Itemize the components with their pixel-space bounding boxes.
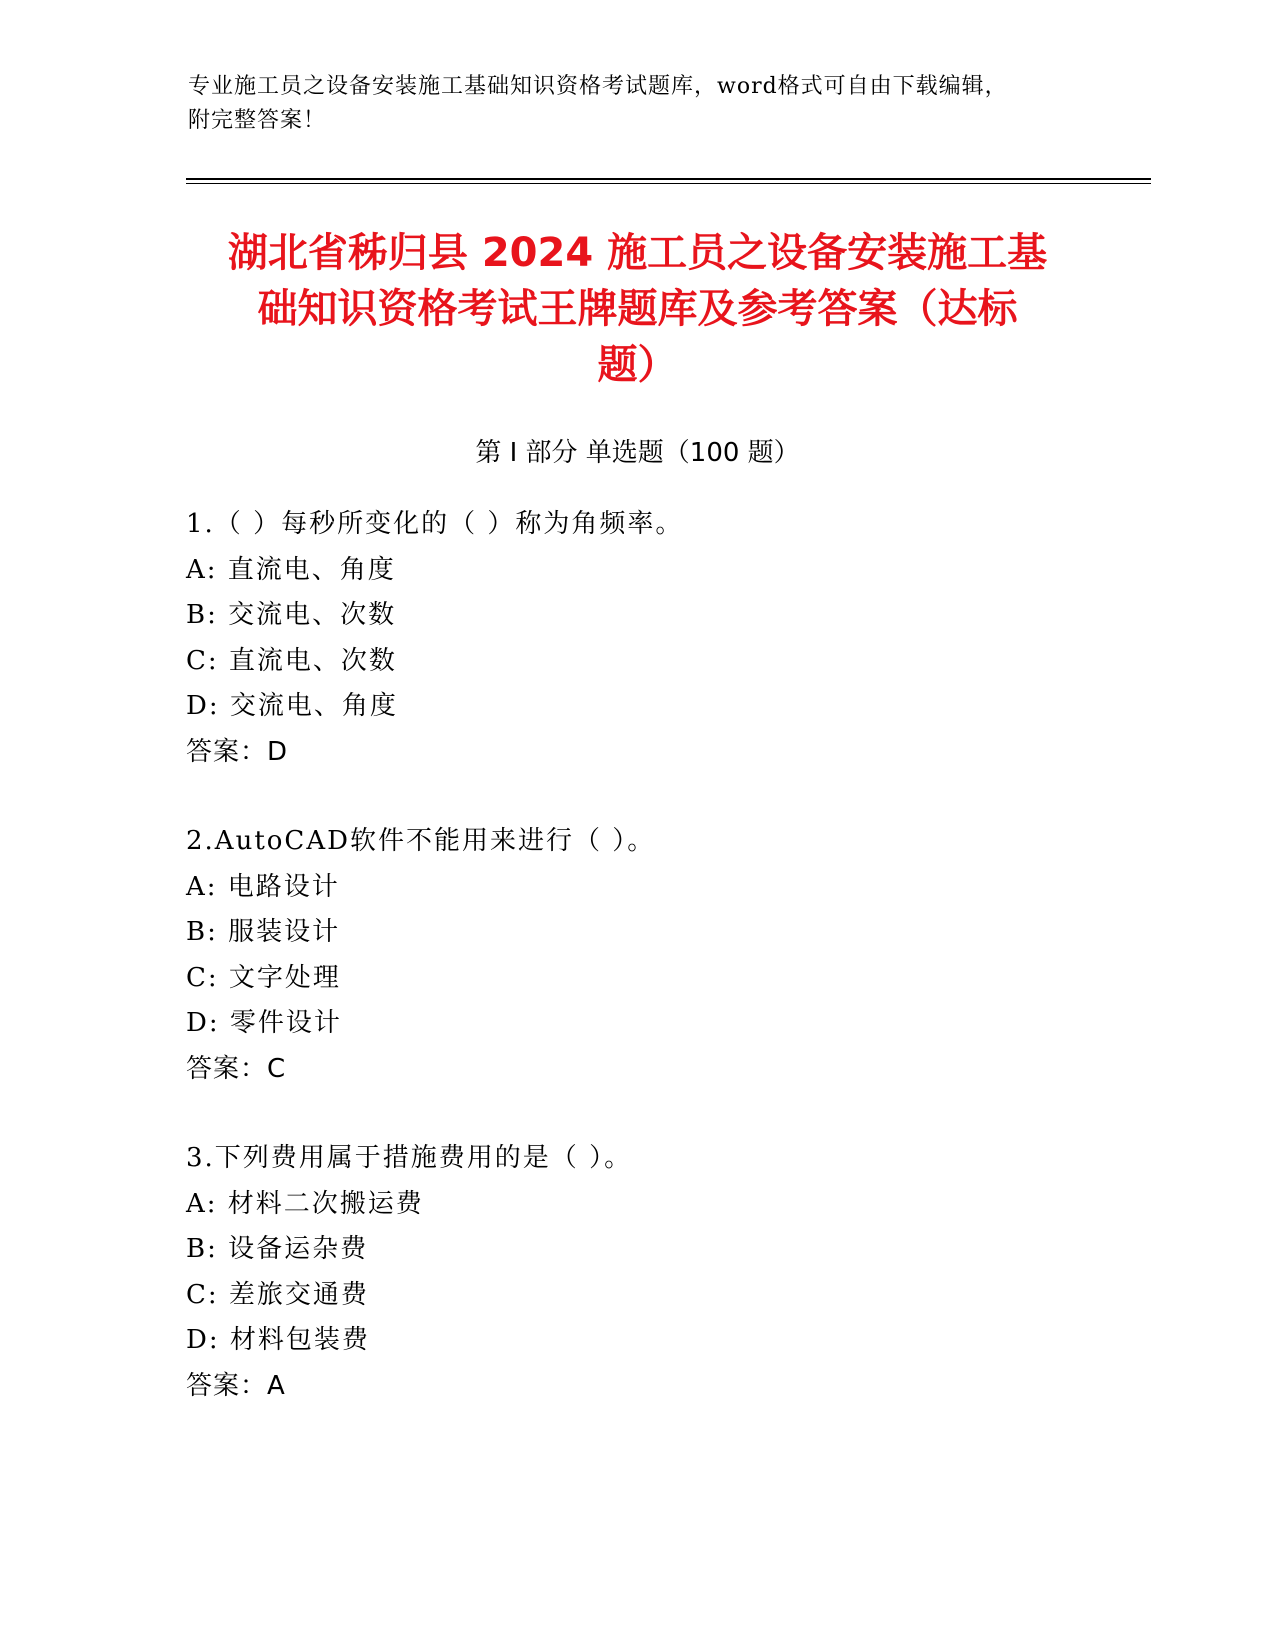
- answer: 答案：C: [186, 1053, 287, 1084]
- option-d: D: 零件设计: [186, 1008, 342, 1038]
- option-a: A: 材料二次搬运费: [186, 1188, 424, 1219]
- option-a: A: 电路设计: [186, 871, 340, 902]
- header-divider-thin: [186, 183, 1151, 184]
- header-note-line-2: 附完整答案！: [188, 108, 327, 133]
- question-stem: 1.（ ）每秒所变化的（ ）称为角频率。: [186, 509, 684, 539]
- option-c: C: 直流电、次数: [186, 645, 397, 676]
- option-b: B: 交流电、次数: [186, 600, 397, 630]
- title-line-1: 湖北省秭归县 2024 施工员之设备安装施工基: [227, 230, 1048, 276]
- question-1: [186, 502, 1126, 775]
- option-c: C: 文字处理: [186, 962, 341, 993]
- option-b: B: 设备运杂费: [186, 1234, 369, 1264]
- question-stem: 2.AutoCAD软件不能用来进行（ ）。: [186, 826, 656, 856]
- answer: 答案：D: [186, 736, 289, 767]
- document-title: [150, 225, 1125, 393]
- section-heading: 第 I 部分 单选题（100 题）: [475, 438, 800, 468]
- option-d: D: 交流电、角度: [186, 691, 398, 721]
- option-b: B: 服装设计: [186, 917, 341, 947]
- header-note: [188, 70, 1088, 138]
- question-3: [186, 1136, 1126, 1409]
- answer: 答案：A: [186, 1370, 286, 1401]
- option-d: D: 材料包装费: [186, 1325, 370, 1355]
- option-a: A: 直流电、角度: [186, 554, 396, 585]
- header-divider-thick: [186, 178, 1151, 180]
- question-2: [186, 819, 1126, 1092]
- header-note-line-1: 专业施工员之设备安装施工基础知识资格考试题库，word格式可自由下载编辑，: [188, 74, 1008, 99]
- title-line-3: 题）: [597, 342, 678, 388]
- title-line-2: 础知识资格考试王牌题库及参考答案（达标: [257, 286, 1018, 332]
- question-stem: 3.下列费用属于措施费用的是（ ）。: [186, 1143, 633, 1173]
- option-c: C: 差旅交通费: [186, 1279, 369, 1310]
